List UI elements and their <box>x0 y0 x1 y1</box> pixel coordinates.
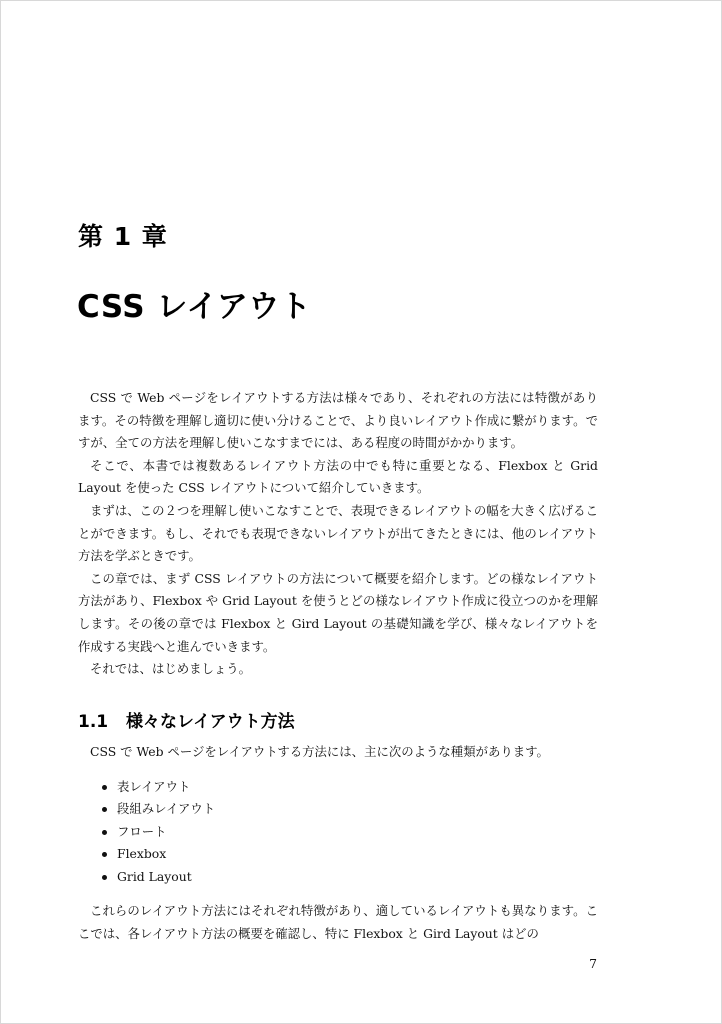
page-number: 7 <box>589 956 597 971</box>
section-closing-paragraph: これらのレイアウト方法にはそれぞれ特徴があり、適しているレイアウトも異なります。ここでは、各レイアウト方法の概要を確認し、特に Flexbox と Gird Layout はどの <box>78 903 598 941</box>
list-item <box>101 776 215 798</box>
paragraph: CSS で Web ページをレイアウトする方法は様々であり、それぞれの方法には特徴があります。その特徴を理解し適切に使い分けることで、より良いレイアウト作成に繋がります。ですが、全ての方法を理解し使いこなすまでには、ある程度の時間がかかります。 <box>78 390 598 451</box>
chapter-label: 第 1 章 <box>78 222 168 251</box>
paragraph: この章では、まず CSS レイアウトの方法について概要を紹介します。どの様なレイアウト方法があり、Flexbox や Grid Layout を使うとどの様なレイアウト作成に役立つのかを理解します。その後の章では Flexbox と Gird Layout の基礎知識を学び、様々なレイアウトを作成する実践へと進んでいきます。 <box>78 570 598 654</box>
bullet-icon <box>102 830 107 835</box>
section-number: 1.1 <box>78 712 109 732</box>
section-title: 様々なレイアウト方法 <box>126 712 295 732</box>
paragraph: そこで、本書では複数あるレイアウト方法の中でも特に重要となる、Flexbox と Grid Layout を使った CSS レイアウトについて紹介していきます。 <box>78 457 598 496</box>
layout-methods-list <box>101 776 215 888</box>
list-item <box>101 821 215 843</box>
bullet-icon <box>102 852 107 857</box>
section-heading <box>78 707 295 732</box>
bullet-icon <box>102 785 107 790</box>
paragraph: まずは、この２つを理解し使いこなすことで、表現できるレイアウトの幅を大きく広げることができます。もし、それでも表現できないレイアウトが出てきたときには、他のレイアウト方法を学ぶときです。 <box>78 502 598 564</box>
paragraph: それでは、はじめましょう。 <box>90 661 252 677</box>
section-intro <box>78 741 598 763</box>
list-item-label: Grid Layout <box>117 868 192 884</box>
list-item-label: 段組みレイアウト <box>117 801 216 817</box>
section-closing-text <box>78 900 598 945</box>
list-item <box>101 866 215 888</box>
list-item-label: 表レイアウト <box>117 779 191 794</box>
list-item-label: Flexbox <box>117 846 167 862</box>
list-item-label: フロート <box>117 823 167 839</box>
list-item <box>101 798 215 820</box>
chapter-intro-text <box>78 387 598 681</box>
bullet-icon <box>102 807 107 812</box>
chapter-title: CSS レイアウト <box>77 289 312 325</box>
bullet-icon <box>102 875 107 880</box>
section-intro-paragraph: CSS で Web ページをレイアウトする方法には、主に次のような種類があります。 <box>90 744 549 759</box>
list-item <box>101 843 215 865</box>
